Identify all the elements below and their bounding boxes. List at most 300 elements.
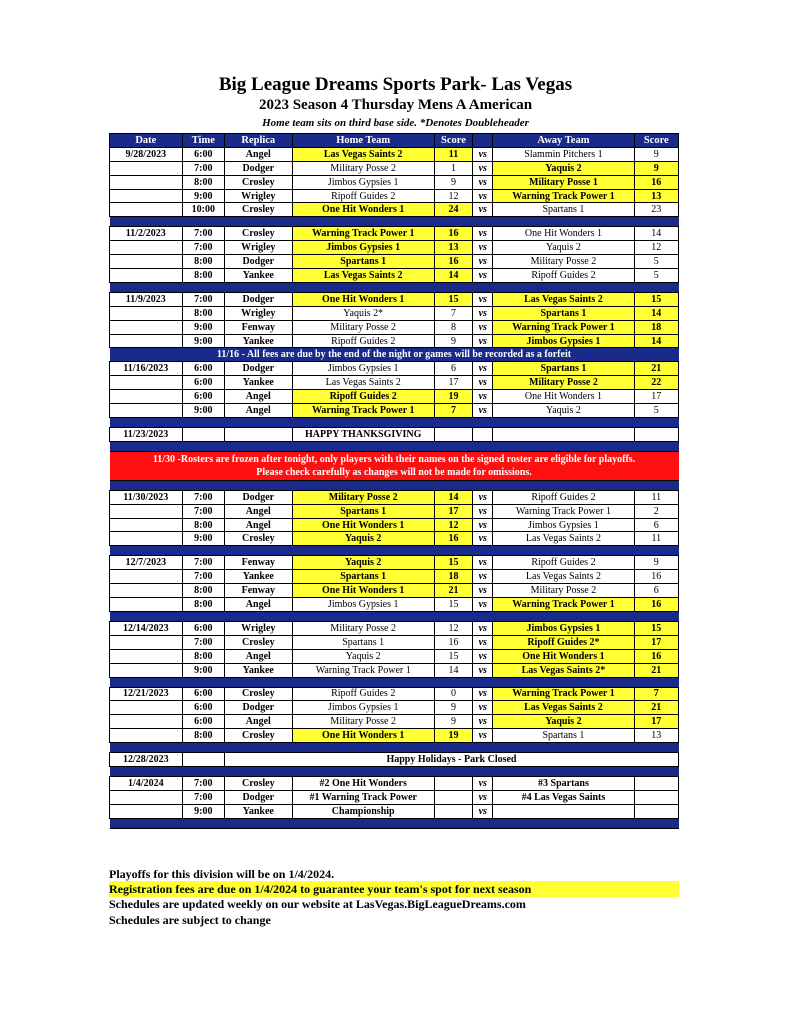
home-team: Spartans 1 <box>292 255 434 269</box>
vs-label: vs <box>473 292 493 306</box>
replica-field: Crosley <box>224 227 292 241</box>
away-team: Warning Track Power 1 <box>493 189 634 203</box>
home-score: 17 <box>434 504 472 518</box>
table-row <box>110 269 679 283</box>
fees-notice: 11/16 - All fees are due by the end of the night or games will be recorded as a forfeit <box>110 348 679 362</box>
table-row <box>110 790 679 804</box>
away-score: 23 <box>634 203 678 217</box>
home-score <box>434 804 472 818</box>
footer-disclaimer-line: Schedules are subject to change <box>109 913 271 927</box>
away-team: Las Vegas Saints 2 <box>493 292 634 306</box>
separator-cell <box>110 441 679 451</box>
home-score: 13 <box>434 241 472 255</box>
vs-label: vs <box>473 715 493 729</box>
home-score: 11 <box>434 147 472 161</box>
separator-cell <box>110 417 679 427</box>
col-time-header: Time <box>182 134 224 148</box>
game-time: 8:00 <box>182 518 224 532</box>
home-team: Las Vegas Saints 2 <box>292 269 434 283</box>
closed-notice: Happy Holidays - Park Closed <box>224 753 678 767</box>
game-time: 8:00 <box>182 729 224 743</box>
vs-label: vs <box>473 404 493 418</box>
table-row <box>110 490 679 504</box>
replica-field: Wrigley <box>224 306 292 320</box>
vs-label: vs <box>473 687 493 701</box>
game-date <box>110 804 183 818</box>
home-team: Championship <box>292 804 434 818</box>
table-row <box>110 390 679 404</box>
table-row <box>110 663 679 677</box>
vs-label: vs <box>473 570 493 584</box>
section-separator <box>110 818 679 828</box>
away-team: Military Posse 1 <box>493 175 634 189</box>
away-score: 12 <box>634 241 678 255</box>
away-team: Spartans 1 <box>493 362 634 376</box>
game-time: 8:00 <box>182 598 224 612</box>
game-time: 7:00 <box>182 776 224 790</box>
table-row <box>110 715 679 729</box>
home-score: 19 <box>434 729 472 743</box>
home-team: Ripoff Guides 2 <box>292 334 434 348</box>
vs-label: vs <box>473 175 493 189</box>
schedule-note: Home team sits on third base side. *Denotes Doubleheader <box>262 117 529 129</box>
away-score: 9 <box>634 556 678 570</box>
home-team: Spartans 1 <box>292 504 434 518</box>
col-away-team-header: Away Team <box>493 134 634 148</box>
game-date <box>110 532 183 546</box>
home-team: Ripoff Guides 2 <box>292 687 434 701</box>
game-date: 11/9/2023 <box>110 292 183 306</box>
replica-field: Angel <box>224 518 292 532</box>
home-score: 8 <box>434 320 472 334</box>
away-team: Ripoff Guides 2 <box>493 269 634 283</box>
table-row <box>110 518 679 532</box>
table-row <box>110 532 679 546</box>
separator-cell <box>110 546 679 556</box>
separator-cell <box>110 766 679 776</box>
replica-field: Angel <box>224 598 292 612</box>
home-team: One Hit Wonders 1 <box>292 203 434 217</box>
section-separator <box>110 417 679 427</box>
away-score: 11 <box>634 532 678 546</box>
vs-label: vs <box>473 518 493 532</box>
away-team: Jimbos Gypsies 1 <box>493 518 634 532</box>
replica-field: Dodger <box>224 255 292 269</box>
home-team: Warning Track Power 1 <box>292 404 434 418</box>
away-team: Military Posse 2 <box>493 584 634 598</box>
away-score: 13 <box>634 729 678 743</box>
home-team: Yaquis 2 <box>292 532 434 546</box>
away-score: 5 <box>634 404 678 418</box>
table-row <box>110 649 679 663</box>
away-score: 16 <box>634 175 678 189</box>
home-team: Ripoff Guides 2 <box>292 189 434 203</box>
game-time: 8:00 <box>182 255 224 269</box>
away-score: 9 <box>634 161 678 175</box>
table-row <box>110 320 679 334</box>
home-team: #1 Warning Track Power <box>292 790 434 804</box>
away-score: 16 <box>634 598 678 612</box>
home-team: Jimbos Gypsies 1 <box>292 175 434 189</box>
home-team: Las Vegas Saints 2 <box>292 147 434 161</box>
game-time: 10:00 <box>182 203 224 217</box>
vs-label: vs <box>473 584 493 598</box>
away-team: Las Vegas Saints 2 <box>493 532 634 546</box>
home-score: 15 <box>434 556 472 570</box>
vs-label: vs <box>473 804 493 818</box>
replica-field: Crosley <box>224 635 292 649</box>
footer-website-line: Schedules are updated weekly on our website at LasVegas.BigLeagueDreams.com <box>109 897 526 911</box>
table-row <box>110 376 679 390</box>
vs-label: vs <box>473 161 493 175</box>
game-date <box>110 663 183 677</box>
home-score: 14 <box>434 269 472 283</box>
home-score: 12 <box>434 518 472 532</box>
away-team: Warning Track Power 1 <box>493 687 634 701</box>
home-team: Warning Track Power 1 <box>292 663 434 677</box>
away-team: Warning Track Power 1 <box>493 504 634 518</box>
section-separator <box>110 611 679 621</box>
away-score: 15 <box>634 292 678 306</box>
replica-field: Crosley <box>224 175 292 189</box>
vs-label: vs <box>473 790 493 804</box>
game-time: 7:00 <box>182 161 224 175</box>
away-team: #3 Spartans <box>493 776 634 790</box>
vs-label: vs <box>473 649 493 663</box>
home-score: 12 <box>434 621 472 635</box>
vs-label: vs <box>473 701 493 715</box>
game-date <box>110 584 183 598</box>
home-score: 14 <box>434 490 472 504</box>
game-date <box>110 306 183 320</box>
replica-field: Yankee <box>224 570 292 584</box>
fees-notice-row <box>110 348 679 362</box>
vs-label: vs <box>473 776 493 790</box>
home-team: Jimbos Gypsies 1 <box>292 362 434 376</box>
home-team: Jimbos Gypsies 1 <box>292 598 434 612</box>
vs-label: vs <box>473 504 493 518</box>
game-date: 12/7/2023 <box>110 556 183 570</box>
separator-cell <box>110 282 679 292</box>
away-score: 13 <box>634 189 678 203</box>
home-score: 15 <box>434 598 472 612</box>
away-score: 6 <box>634 584 678 598</box>
table-row <box>110 504 679 518</box>
table-row <box>110 556 679 570</box>
game-time: 9:00 <box>182 532 224 546</box>
home-score: 18 <box>434 570 472 584</box>
home-score: 21 <box>434 584 472 598</box>
home-team: Military Posse 2 <box>292 715 434 729</box>
game-time: 6:00 <box>182 621 224 635</box>
table-row <box>110 598 679 612</box>
replica-field: Yankee <box>224 334 292 348</box>
home-team: One Hit Wonders 1 <box>292 729 434 743</box>
game-date <box>110 729 183 743</box>
table-row <box>110 241 679 255</box>
table-row <box>110 804 679 818</box>
vs-label: vs <box>473 269 493 283</box>
table-row <box>110 334 679 348</box>
replica-field: Wrigley <box>224 621 292 635</box>
game-time: 7:00 <box>182 635 224 649</box>
game-date <box>110 189 183 203</box>
home-team: Military Posse 2 <box>292 320 434 334</box>
away-score <box>634 804 678 818</box>
section-separator <box>110 546 679 556</box>
section-separator <box>110 677 679 687</box>
home-score: 15 <box>434 292 472 306</box>
table-row <box>110 227 679 241</box>
game-date <box>110 376 183 390</box>
game-date: 11/23/2023 <box>110 427 183 441</box>
away-team: #4 Las Vegas Saints <box>493 790 634 804</box>
replica-field: Angel <box>224 649 292 663</box>
game-time: 7:00 <box>182 241 224 255</box>
replica-field: Wrigley <box>224 241 292 255</box>
game-time: 8:00 <box>182 306 224 320</box>
game-date: 9/28/2023 <box>110 147 183 161</box>
vs-label: vs <box>473 306 493 320</box>
table-row <box>110 584 679 598</box>
away-team: Las Vegas Saints 2 <box>493 570 634 584</box>
separator-cell <box>110 611 679 621</box>
replica-field: Wrigley <box>224 189 292 203</box>
away-team: Warning Track Power 1 <box>493 320 634 334</box>
home-score: 1 <box>434 161 472 175</box>
table-row <box>110 701 679 715</box>
vs-label: vs <box>473 147 493 161</box>
home-team: Spartans 1 <box>292 635 434 649</box>
game-date <box>110 701 183 715</box>
vs-label: vs <box>473 227 493 241</box>
game-date <box>110 255 183 269</box>
away-team: Yaquis 2 <box>493 404 634 418</box>
schedule-table <box>109 133 679 829</box>
home-team: Las Vegas Saints 2 <box>292 376 434 390</box>
col-away-score-header: Score <box>634 134 678 148</box>
separator-cell <box>110 818 679 828</box>
away-score <box>634 790 678 804</box>
home-score: 7 <box>434 404 472 418</box>
replica-field: Angel <box>224 147 292 161</box>
game-time: 6:00 <box>182 390 224 404</box>
empty-cell <box>182 753 224 767</box>
game-date <box>110 518 183 532</box>
home-team: One Hit Wonders 1 <box>292 292 434 306</box>
away-score: 14 <box>634 306 678 320</box>
game-time: 8:00 <box>182 175 224 189</box>
page-subtitle: 2023 Season 4 Thursday Mens A American <box>258 97 533 113</box>
away-team: Spartans 1 <box>493 306 634 320</box>
game-time: 6:00 <box>182 701 224 715</box>
game-date: 11/16/2023 <box>110 362 183 376</box>
home-team: Yaquis 2 <box>292 649 434 663</box>
away-team: Yaquis 2 <box>493 161 634 175</box>
game-time: 8:00 <box>182 649 224 663</box>
away-score: 17 <box>634 715 678 729</box>
game-time: 9:00 <box>182 189 224 203</box>
replica-field: Crosley <box>224 687 292 701</box>
game-time <box>182 427 224 441</box>
vs-label: vs <box>473 376 493 390</box>
table-header-row <box>110 134 679 148</box>
game-time: 8:00 <box>182 269 224 283</box>
away-score <box>634 776 678 790</box>
section-separator <box>110 743 679 753</box>
away-score: 22 <box>634 376 678 390</box>
roster-notice-row <box>110 451 679 480</box>
away-team: Ripoff Guides 2* <box>493 635 634 649</box>
home-team: Jimbos Gypsies 1 <box>292 241 434 255</box>
game-time: 9:00 <box>182 334 224 348</box>
away-team: Military Posse 2 <box>493 255 634 269</box>
home-score: 16 <box>434 635 472 649</box>
separator-cell <box>110 217 679 227</box>
away-team: Slammin Pitchers 1 <box>493 147 634 161</box>
replica-field: Dodger <box>224 161 292 175</box>
game-date: 12/21/2023 <box>110 687 183 701</box>
game-time: 7:00 <box>182 556 224 570</box>
away-score: 21 <box>634 663 678 677</box>
away-team: Military Posse 2 <box>493 376 634 390</box>
col-date-header: Date <box>110 134 183 148</box>
replica-field: Dodger <box>224 490 292 504</box>
replica-field: Angel <box>224 404 292 418</box>
table-row <box>110 306 679 320</box>
game-date <box>110 269 183 283</box>
game-time: 7:00 <box>182 292 224 306</box>
game-date: 12/28/2023 <box>110 753 183 767</box>
page-title: Big League Dreams Sports Park- Las Vegas <box>218 74 573 95</box>
table-row <box>110 255 679 269</box>
replica-field: Crosley <box>224 729 292 743</box>
home-team: One Hit Wonders 1 <box>292 584 434 598</box>
home-score: 9 <box>434 701 472 715</box>
game-time: 9:00 <box>182 404 224 418</box>
away-score: 14 <box>634 227 678 241</box>
game-date: 1/4/2024 <box>110 776 183 790</box>
game-date <box>110 175 183 189</box>
col-replica-header: Replica <box>224 134 292 148</box>
away-score: 15 <box>634 621 678 635</box>
vs-label: vs <box>473 598 493 612</box>
home-team: Yaquis 2 <box>292 556 434 570</box>
table-row <box>110 292 679 306</box>
vs-label: vs <box>473 556 493 570</box>
away-score: 17 <box>634 635 678 649</box>
game-time: 7:00 <box>182 227 224 241</box>
home-score: 14 <box>434 663 472 677</box>
replica-field: Fenway <box>224 584 292 598</box>
game-time: 8:00 <box>182 584 224 598</box>
vs-label: vs <box>473 390 493 404</box>
vs-label: vs <box>473 532 493 546</box>
footer-registration-line: Registration fees are due on 1/4/2024 to guarantee your team's spot for next season <box>109 881 679 897</box>
game-date <box>110 790 183 804</box>
vs-label: vs <box>473 490 493 504</box>
game-date <box>110 320 183 334</box>
game-time: 6:00 <box>182 147 224 161</box>
home-team: Military Posse 2 <box>292 161 434 175</box>
replica-field: Angel <box>224 390 292 404</box>
replica-field: Yankee <box>224 663 292 677</box>
game-time: 7:00 <box>182 490 224 504</box>
away-team: One Hit Wonders 1 <box>493 227 634 241</box>
footer-playoffs-line: Playoffs for this division will be on 1/4/2024. <box>109 867 335 881</box>
away-score: 2 <box>634 504 678 518</box>
home-team: Spartans 1 <box>292 570 434 584</box>
separator-cell <box>110 677 679 687</box>
replica-field: Dodger <box>224 790 292 804</box>
replica-field: Fenway <box>224 320 292 334</box>
table-row <box>110 362 679 376</box>
game-time: 9:00 <box>182 320 224 334</box>
table-row <box>110 161 679 175</box>
replica-field: Crosley <box>224 203 292 217</box>
away-team <box>493 804 634 818</box>
game-time: 9:00 <box>182 804 224 818</box>
home-team: Jimbos Gypsies 1 <box>292 701 434 715</box>
game-date <box>110 715 183 729</box>
game-time: 7:00 <box>182 790 224 804</box>
table-row <box>110 753 679 767</box>
away-score: 21 <box>634 362 678 376</box>
separator-cell <box>110 743 679 753</box>
home-score <box>434 427 472 441</box>
vs-label <box>473 427 493 441</box>
table-row <box>110 776 679 790</box>
game-date: 11/30/2023 <box>110 490 183 504</box>
col-vs-header <box>473 134 493 148</box>
game-date <box>110 570 183 584</box>
home-score: 17 <box>434 376 472 390</box>
table-row <box>110 635 679 649</box>
vs-label: vs <box>473 241 493 255</box>
game-time: 7:00 <box>182 504 224 518</box>
section-separator <box>110 480 679 490</box>
replica-field: Crosley <box>224 776 292 790</box>
replica-field <box>224 427 292 441</box>
game-time: 9:00 <box>182 663 224 677</box>
away-team: Yaquis 2 <box>493 241 634 255</box>
away-score <box>634 427 678 441</box>
away-team: Yaquis 2 <box>493 715 634 729</box>
game-date <box>110 390 183 404</box>
table-row <box>110 687 679 701</box>
away-score: 14 <box>634 334 678 348</box>
home-score: 24 <box>434 203 472 217</box>
away-score: 18 <box>634 320 678 334</box>
replica-field: Crosley <box>224 532 292 546</box>
home-score: 7 <box>434 306 472 320</box>
replica-field: Yankee <box>224 804 292 818</box>
schedule-body <box>110 147 679 828</box>
away-team: Las Vegas Saints 2 <box>493 701 634 715</box>
table-row <box>110 621 679 635</box>
replica-field: Angel <box>224 504 292 518</box>
away-team: Jimbos Gypsies 1 <box>493 621 634 635</box>
vs-label: vs <box>473 189 493 203</box>
section-separator <box>110 217 679 227</box>
away-score: 5 <box>634 269 678 283</box>
away-score: 21 <box>634 701 678 715</box>
replica-field: Yankee <box>224 269 292 283</box>
away-team: Jimbos Gypsies 1 <box>493 334 634 348</box>
home-score: 16 <box>434 255 472 269</box>
home-score: 15 <box>434 649 472 663</box>
away-score: 17 <box>634 390 678 404</box>
